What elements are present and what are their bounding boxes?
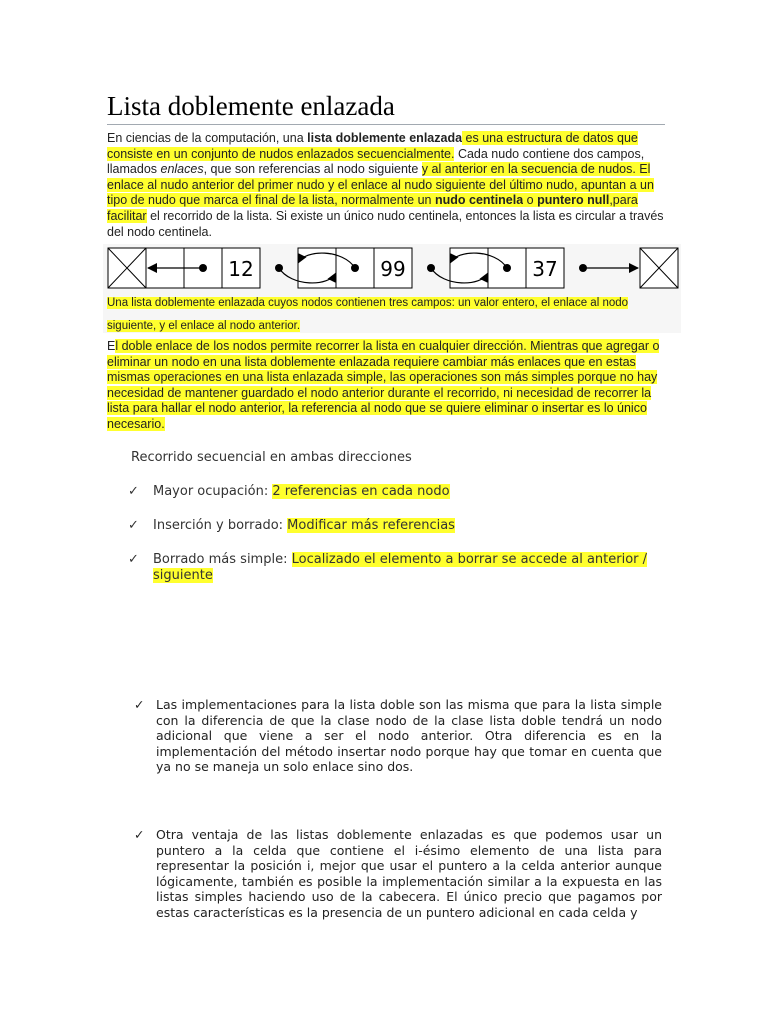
highlighted-text: l doble enlace de los nodos permite recorrer la lista en cualquier dirección. xyxy=(115,339,527,353)
body-paragraph xyxy=(107,339,667,433)
text-span: En ciencias de la computación, una xyxy=(107,131,308,145)
checkmark-icon: ✓ xyxy=(134,697,145,712)
bullet-label: Mayor ocupación: xyxy=(153,484,273,499)
bullet-label: Borrado más simple: xyxy=(153,552,292,567)
bold-term: nudo centinela xyxy=(434,193,524,208)
doubly-linked-list-diagram xyxy=(107,247,679,291)
checkmark-icon: ✓ xyxy=(134,827,145,842)
advantage-note xyxy=(134,827,662,921)
page-title: Lista doblemente enlazada xyxy=(107,90,665,125)
highlighted-text: El enlace al nudo anterior del primer nudo y el enlace al nudo siguiente del último nudo, apuntan a un tipo de nudo que marca el final de la lista, normalmente un xyxy=(107,162,654,208)
null-sentinel-right-icon xyxy=(640,248,678,288)
checkmark-icon: ✓ xyxy=(128,552,139,567)
text-span: , que son referencias al nodo siguiente xyxy=(203,162,422,177)
bold-term: lista doblemente enlazada xyxy=(307,131,463,145)
bullet-item xyxy=(128,518,648,534)
italic-term: enlaces xyxy=(160,162,204,177)
section-heading: Recorrido secuencial en ambas direcciones xyxy=(131,450,412,465)
figure-caption xyxy=(107,292,673,338)
intro-paragraph xyxy=(107,131,667,240)
highlighted-text: las operaciones son más simples porque no hay necesidad de mantener guardado el nodo anterior durante el recorrido, ni necesidad de recorrer la lista para hallar el nodo anterior, la referencia al nodo que se quiere eliminar o insertar es lo único necesario. xyxy=(107,370,658,431)
text-span: E xyxy=(107,339,116,353)
list-diagram-figure xyxy=(103,244,681,333)
highlighted-text: Mientras que agregar o eliminar un nodo en una lista doblemente enlazada requiere cambiar más enlaces que en estas mismas operaciones en una lista enlazada simple, xyxy=(107,339,660,385)
node-value: 37 xyxy=(532,257,558,281)
text-span: Cada nudo contiene dos campos, llamados xyxy=(107,146,645,177)
bullet-label: Inserción y borrado: xyxy=(153,518,288,533)
bullet-item xyxy=(128,484,648,500)
node-value: 12 xyxy=(228,257,254,281)
implementation-note xyxy=(134,697,662,775)
node-value: 99 xyxy=(380,257,406,281)
caption-text: Una lista doblemente enlazada cuyos nodos contienen tres campos: un valor entero, el enlace al nodo siguiente, y el enlace al nodo anterior. xyxy=(107,297,629,332)
bullet-value: Modificar más referencias xyxy=(287,518,455,533)
checkmark-icon: ✓ xyxy=(128,518,139,533)
null-sentinel-left-icon xyxy=(108,248,146,288)
highlighted-text: y al anterior en la secuencia de nudos. xyxy=(421,162,636,177)
text-span: el recorrido de la lista. Si existe un único nudo centinela, entonces la lista es circular a través del nodo centinela. xyxy=(107,208,664,239)
bullet-item xyxy=(128,552,648,584)
highlighted-text: ,para facilitar xyxy=(107,193,638,223)
note-text: Otra ventaja de las listas doblemente enlazadas es que podemos usar un puntero a la celda que contiene el i-ésimo elemento de una lista para representar la posición i, mejor que usar el puntero a la celda anterior aunque lógicamente, también es posible la implementación similar a la expuesta en las listas simples haciendo uso de la cabecera. El único precio que pagamos por estas características es la presencia de un puntero adicional en cada celda y xyxy=(156,827,662,920)
highlighted-text: es una estructura de datos que consiste en un conjunto de nudos enlazados secuencialmente. xyxy=(107,131,638,161)
bold-term: puntero null xyxy=(537,193,610,208)
highlighted-text: o xyxy=(523,193,538,208)
checkmark-icon: ✓ xyxy=(128,484,139,499)
bullet-value: Localizado el elemento a borrar se accede al anterior / siguiente xyxy=(153,552,648,583)
note-text: Las implementaciones para la lista doble son las misma que para la lista simple con la diferencia de que la clase nodo de la clase lista doble tendrá un nodo adicional que viene a ser el nodo anterior. Otra diferencia es en la implementación del método insertar nodo porque hay que tomar en cuenta que ya no se maneja un solo enlace sino dos. xyxy=(156,697,662,775)
bullet-value: 2 referencias en cada nodo xyxy=(272,484,450,499)
